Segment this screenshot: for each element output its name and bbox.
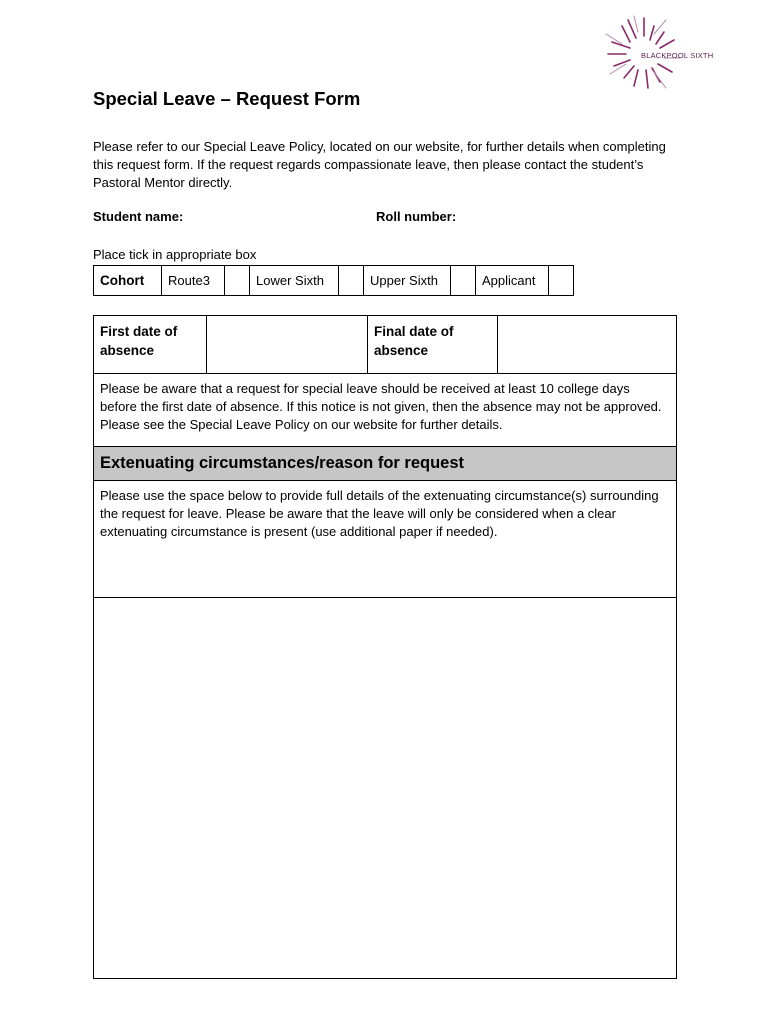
cohort-option-applicant: Applicant — [476, 266, 549, 296]
first-date-field[interactable] — [207, 316, 368, 374]
notice-paragraph: Please be aware that a request for special leave should be received at least 10 college days before the first date of absence. If this notice is not given, then the absence may not be approved. Please see the Special Leave Policy on our website for further details. — [94, 374, 677, 447]
cohort-header: Cohort — [94, 266, 162, 296]
logo-wordmark: BLACKPOOL SIXTH — [641, 51, 714, 60]
cohort-option-upper-sixth: Upper Sixth — [364, 266, 451, 296]
cohort-option-lower-sixth: Lower Sixth — [250, 266, 339, 296]
request-details-table — [93, 315, 677, 979]
cohort-tickbox-applicant[interactable] — [549, 266, 574, 296]
first-date-label: First date of absence — [94, 316, 207, 374]
cohort-tickbox-lower-sixth[interactable] — [339, 266, 364, 296]
cohort-tickbox-route3[interactable] — [225, 266, 250, 296]
tick-instruction: Place tick in appropriate box — [93, 247, 257, 262]
cohort-option-route3: Route3 — [162, 266, 225, 296]
section-heading: Extenuating circumstances/reason for request — [94, 447, 677, 481]
final-date-field[interactable] — [498, 316, 677, 374]
intro-paragraph: Please refer to our Special Leave Policy, located on our website, for further details when completing this request form. If the request regards compassionate leave, then please contact the student’s Pastoral Mentor directly. — [93, 139, 666, 190]
circumstances-text-area[interactable] — [94, 598, 677, 979]
roll-number-label: Roll number: — [376, 209, 457, 224]
student-name-label: Student name: — [93, 209, 184, 224]
cohort-table — [93, 265, 574, 296]
form-title: Special Leave – Request Form — [93, 88, 361, 109]
section-instructions: Please use the space below to provide full details of the extenuating circumstance(s) surrounding the request for leave. Please be aware that the leave will only be considered when a clear extenuating circumstance is present (use additional paper if needed). — [94, 481, 677, 598]
final-date-label: Final date of absence — [368, 316, 498, 374]
cohort-tickbox-upper-sixth[interactable] — [451, 266, 476, 296]
